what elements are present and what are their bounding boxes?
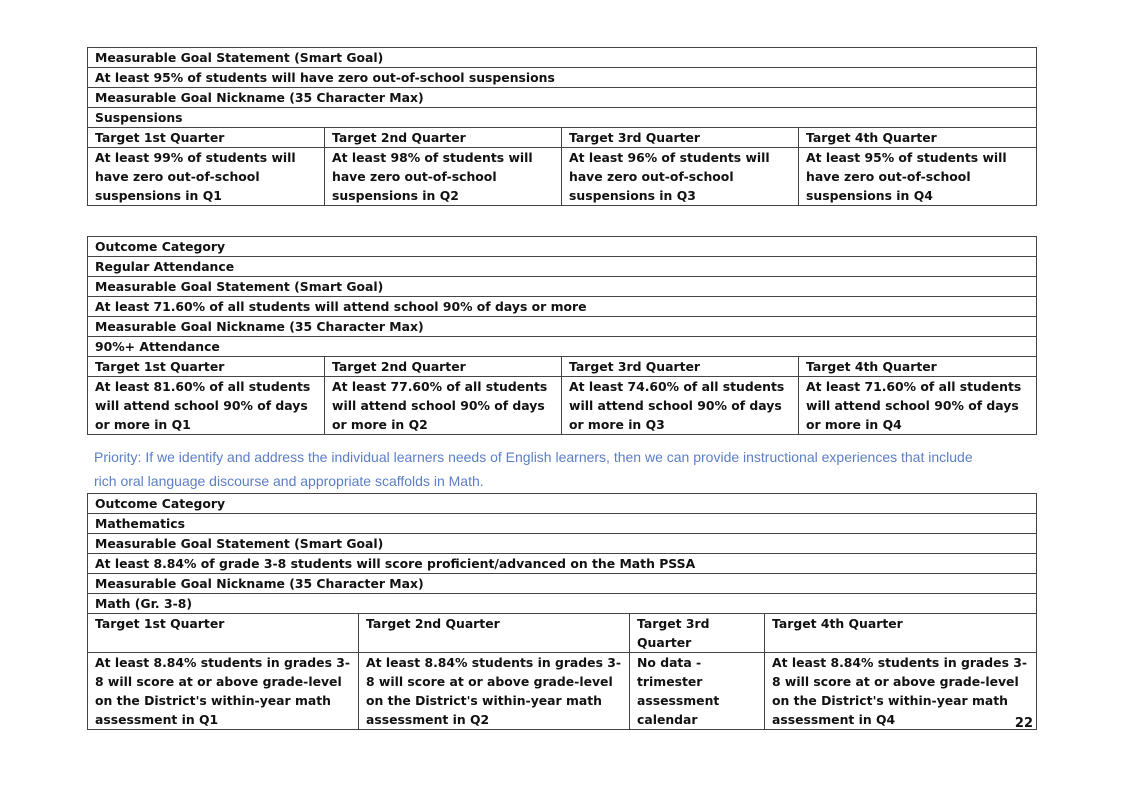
goal-nickname-label: Measurable Goal Nickname (35 Character Max) [88,317,1037,337]
outcome-category-value: Regular Attendance [88,257,1037,277]
mathematics-goal-table [87,493,1037,730]
table-row [88,514,1037,534]
quarter-header: Target 1st Quarter [88,128,325,148]
goal-nickname-value: Math (Gr. 3-8) [88,594,1037,614]
table-row [88,317,1037,337]
table-row [88,337,1037,357]
table-row [88,88,1037,108]
quarter-target: At least 8.84% students in grades 3-8 will score at or above grade-level on the District's within-year math assessment in Q2 [359,653,630,730]
quarter-header: Target 4th Quarter [765,614,1037,653]
quarter-header: Target 4th Quarter [799,128,1037,148]
goal-statement-value: At least 95% of students will have zero out-of-school suspensions [88,68,1037,88]
quarter-header: Target 1st Quarter [88,357,325,377]
goal-nickname-label: Measurable Goal Nickname (35 Character Max) [88,574,1037,594]
quarter-target: At least 71.60% of all students will attend school 90% of days or more in Q4 [799,377,1037,435]
table-row [88,48,1037,68]
quarter-target: At least 99% of students will have zero out-of-school suspensions in Q1 [88,148,325,206]
goal-nickname-value: 90%+ Attendance [88,337,1037,357]
quarter-target: At least 74.60% of all students will attend school 90% of days or more in Q3 [562,377,799,435]
quarter-target: At least 8.84% students in grades 3-8 will score at or above grade-level on the District's within-year math assessment in Q4 [765,653,1037,730]
table-row [88,554,1037,574]
quarter-target: At least 95% of students will have zero out-of-school suspensions in Q4 [799,148,1037,206]
quarter-value-row [88,148,1037,206]
quarter-header-row [88,357,1037,377]
quarter-target: At least 81.60% of all students will attend school 90% of days or more in Q1 [88,377,325,435]
table-row [88,297,1037,317]
quarter-header-row [88,128,1037,148]
priority-statement: Priority: If we identify and address the individual learners needs of English learners, then we can provide instructional experiences that include rich oral language discourse and appropriate scaffolds in Math. [94,449,973,489]
attendance-goal-table [87,236,1037,435]
quarter-target: At least 96% of students will have zero out-of-school suspensions in Q3 [562,148,799,206]
quarter-target: At least 77.60% of all students will attend school 90% of days or more in Q2 [325,377,562,435]
table-row [88,574,1037,594]
goal-nickname-value: Suspensions [88,108,1037,128]
table-row [88,108,1037,128]
quarter-target: At least 8.84% students in grades 3-8 will score at or above grade-level on the District's within-year math assessment in Q1 [88,653,359,730]
table-row [88,237,1037,257]
page-number: 22 [1014,716,1033,731]
quarter-target: No data - trimester assessment calendar [630,653,765,730]
table-row [88,534,1037,554]
table-row [88,277,1037,297]
table-row [88,68,1037,88]
outcome-category-label: Outcome Category [88,494,1037,514]
suspensions-goal-table [87,47,1037,206]
quarter-value-row [88,653,1037,730]
table-row [88,257,1037,277]
quarter-value-row [88,377,1037,435]
quarter-header-row [88,614,1037,653]
goal-statement-value: At least 71.60% of all students will attend school 90% of days or more [88,297,1037,317]
quarter-header: Target 2nd Quarter [359,614,630,653]
table-row [88,494,1037,514]
quarter-header: Target 2nd Quarter [325,128,562,148]
goal-nickname-label: Measurable Goal Nickname (35 Character Max) [88,88,1037,108]
outcome-category-label: Outcome Category [88,237,1037,257]
quarter-header: Target 3rd Quarter [630,614,765,653]
quarter-header: Target 3rd Quarter [562,128,799,148]
goal-statement-label: Measurable Goal Statement (Smart Goal) [88,277,1037,297]
quarter-header: Target 1st Quarter [88,614,359,653]
quarter-header: Target 2nd Quarter [325,357,562,377]
goal-statement-label: Measurable Goal Statement (Smart Goal) [88,48,1037,68]
quarter-target: At least 98% of students will have zero out-of-school suspensions in Q2 [325,148,562,206]
quarter-header: Target 3rd Quarter [562,357,799,377]
goal-statement-label: Measurable Goal Statement (Smart Goal) [88,534,1037,554]
quarter-header: Target 4th Quarter [799,357,1037,377]
table-row [88,594,1037,614]
goal-statement-value: At least 8.84% of grade 3-8 students will score proficient/advanced on the Math PSSA [88,554,1037,574]
outcome-category-value: Mathematics [88,514,1037,534]
